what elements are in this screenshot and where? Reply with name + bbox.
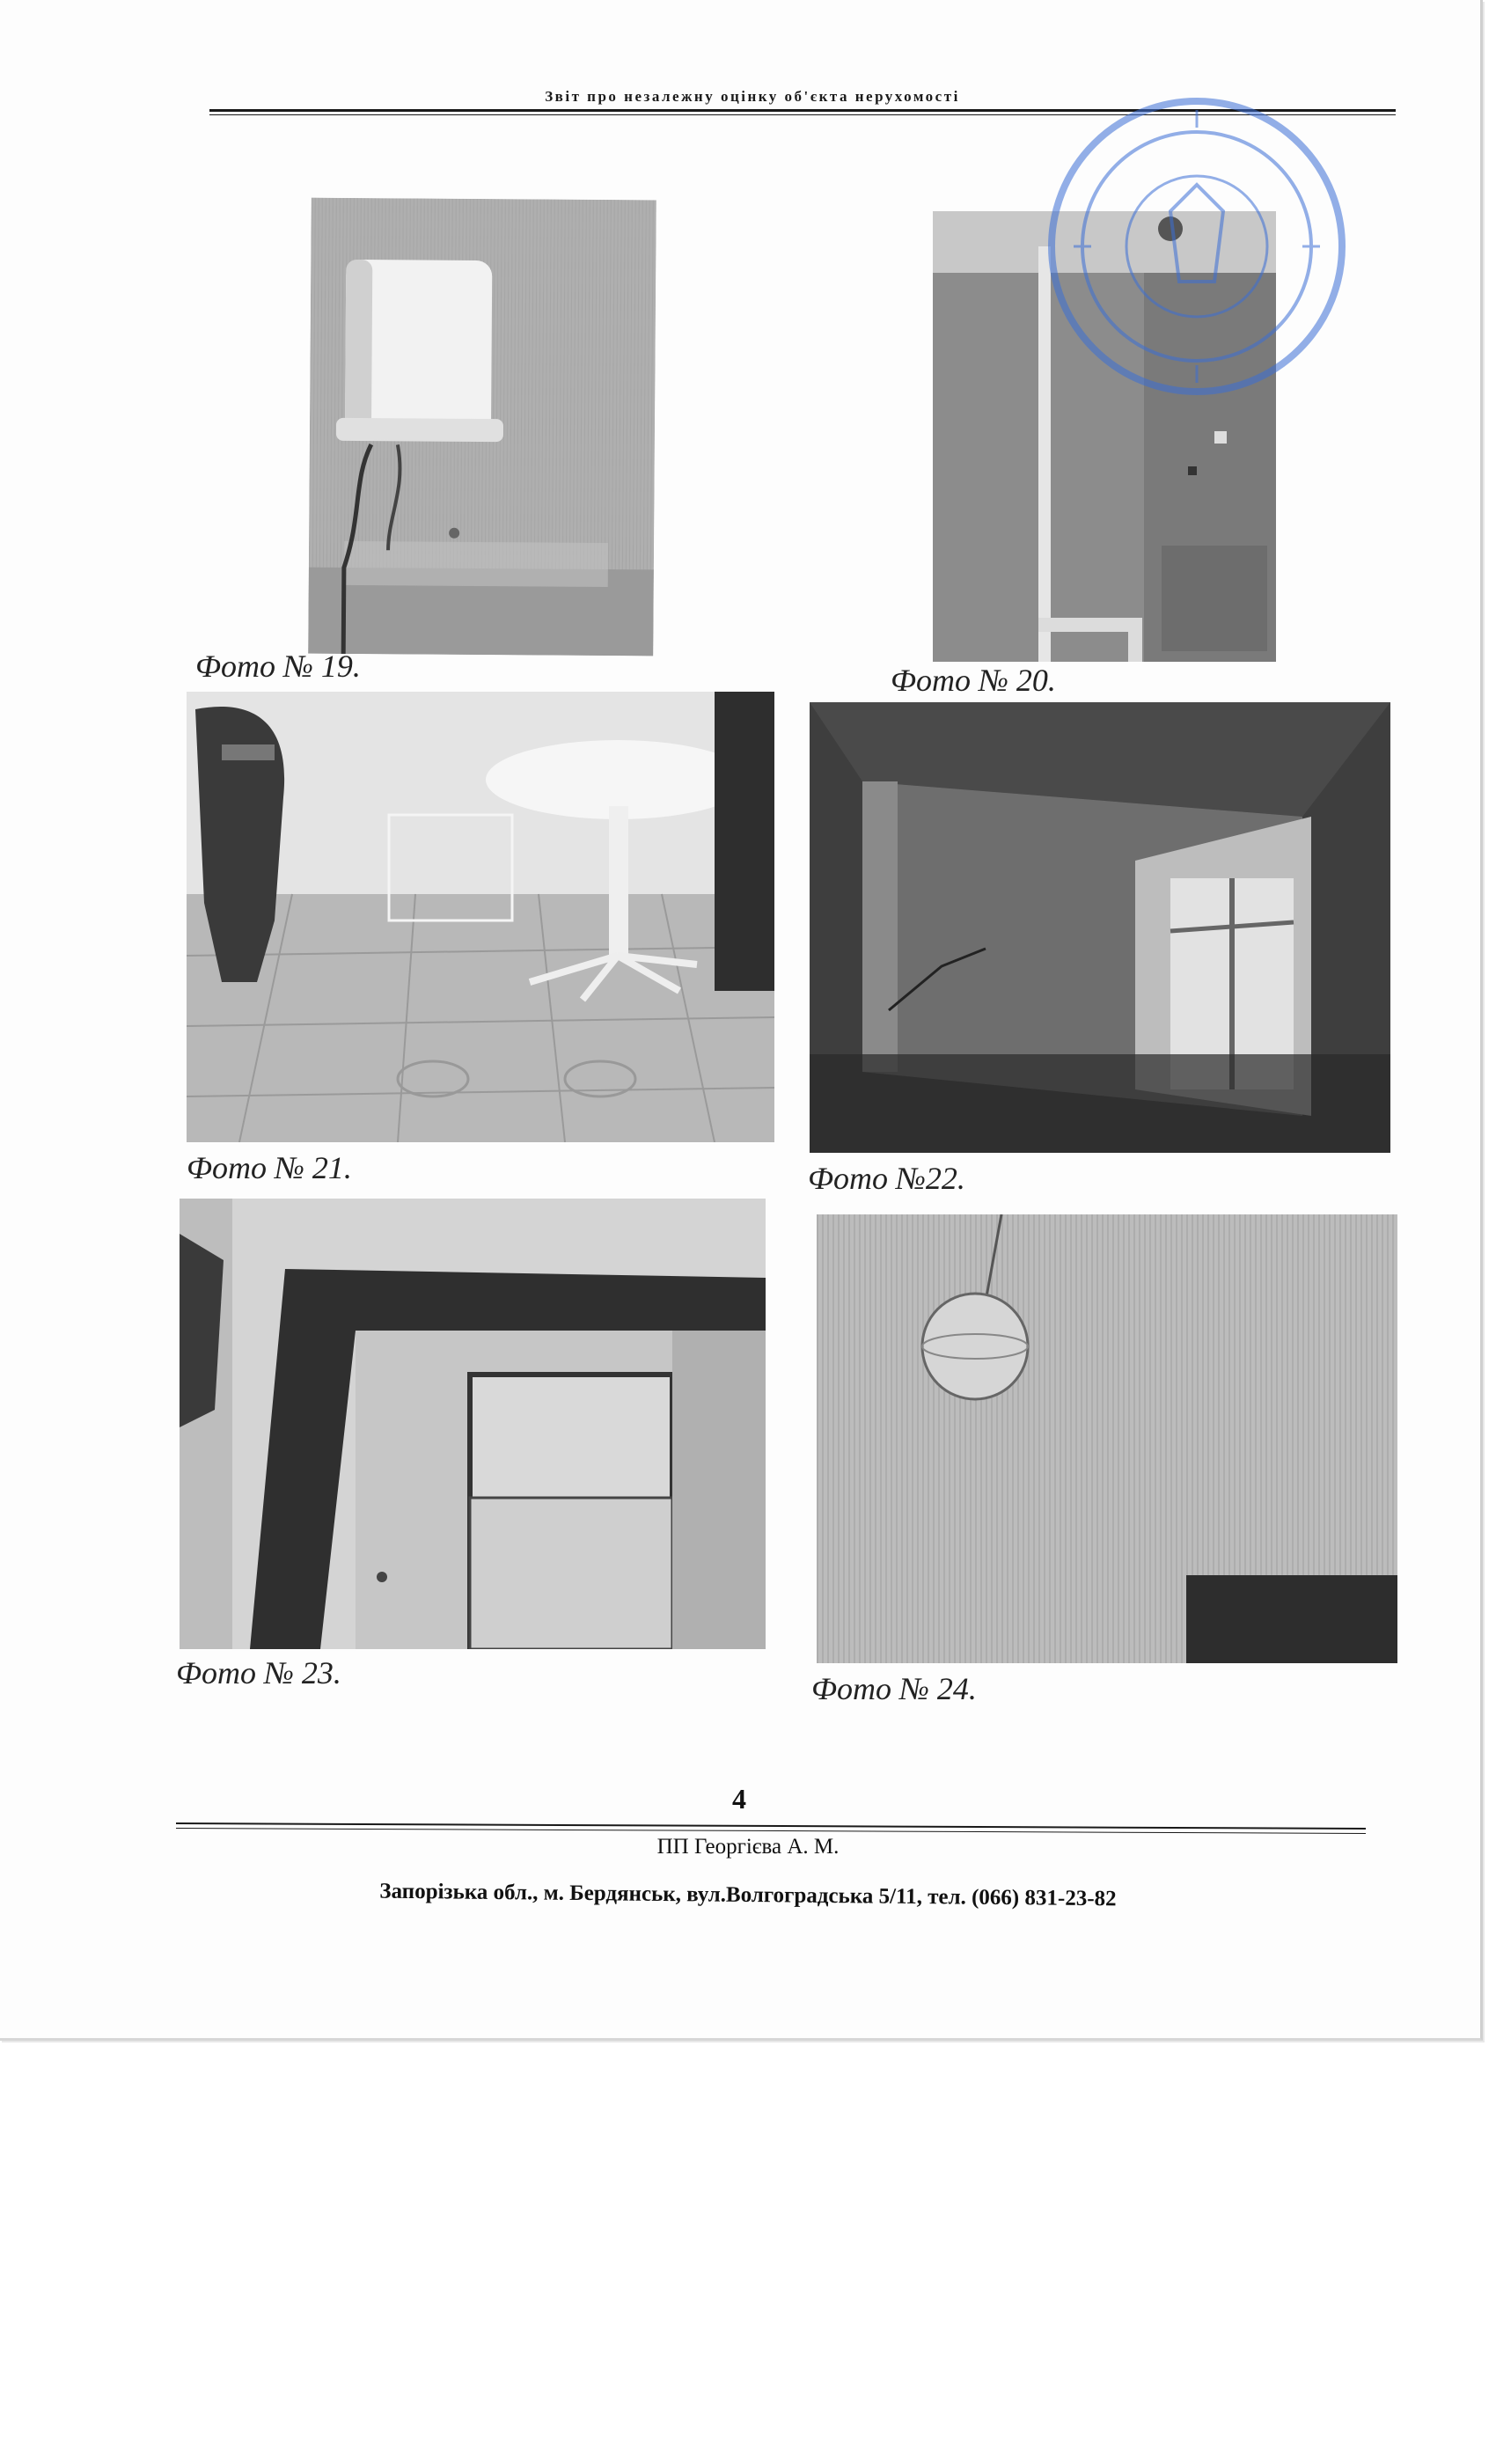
footer-address: Запорізька обл., м. Бердянськ, вул.Волгоградська 5/11, тел. (066) 831-23-82	[379, 1879, 1117, 1911]
photo-22-caption: Фото №22.	[808, 1161, 965, 1196]
official-seal	[1038, 88, 1355, 405]
water-heater-image	[308, 198, 656, 656]
photo-22	[810, 702, 1390, 1153]
photo-20-caption: Фото № 20.	[891, 663, 1056, 698]
ceiling-lamp-image	[817, 1214, 1397, 1663]
photo-24	[817, 1214, 1397, 1663]
photo-19	[308, 198, 656, 656]
room-window-image	[810, 702, 1390, 1153]
footer-rule-thin	[176, 1828, 1366, 1834]
header-title: Звіт про незалежну оцінку об'єкта нерухомості	[545, 88, 960, 105]
photo-23-caption: Фото № 23.	[176, 1655, 341, 1690]
table-chair-image	[187, 692, 774, 1142]
page-number: 4	[732, 1783, 746, 1815]
photo-21-caption: Фото № 21.	[187, 1150, 352, 1185]
photo-19-caption: Фото № 19.	[195, 649, 361, 684]
photo-24-caption: Фото № 24.	[811, 1671, 977, 1706]
footer-name: ПП Георгієва А. М.	[656, 1835, 840, 1859]
photo-23	[180, 1199, 766, 1649]
doorway-image	[180, 1199, 766, 1649]
photo-21	[187, 692, 774, 1142]
